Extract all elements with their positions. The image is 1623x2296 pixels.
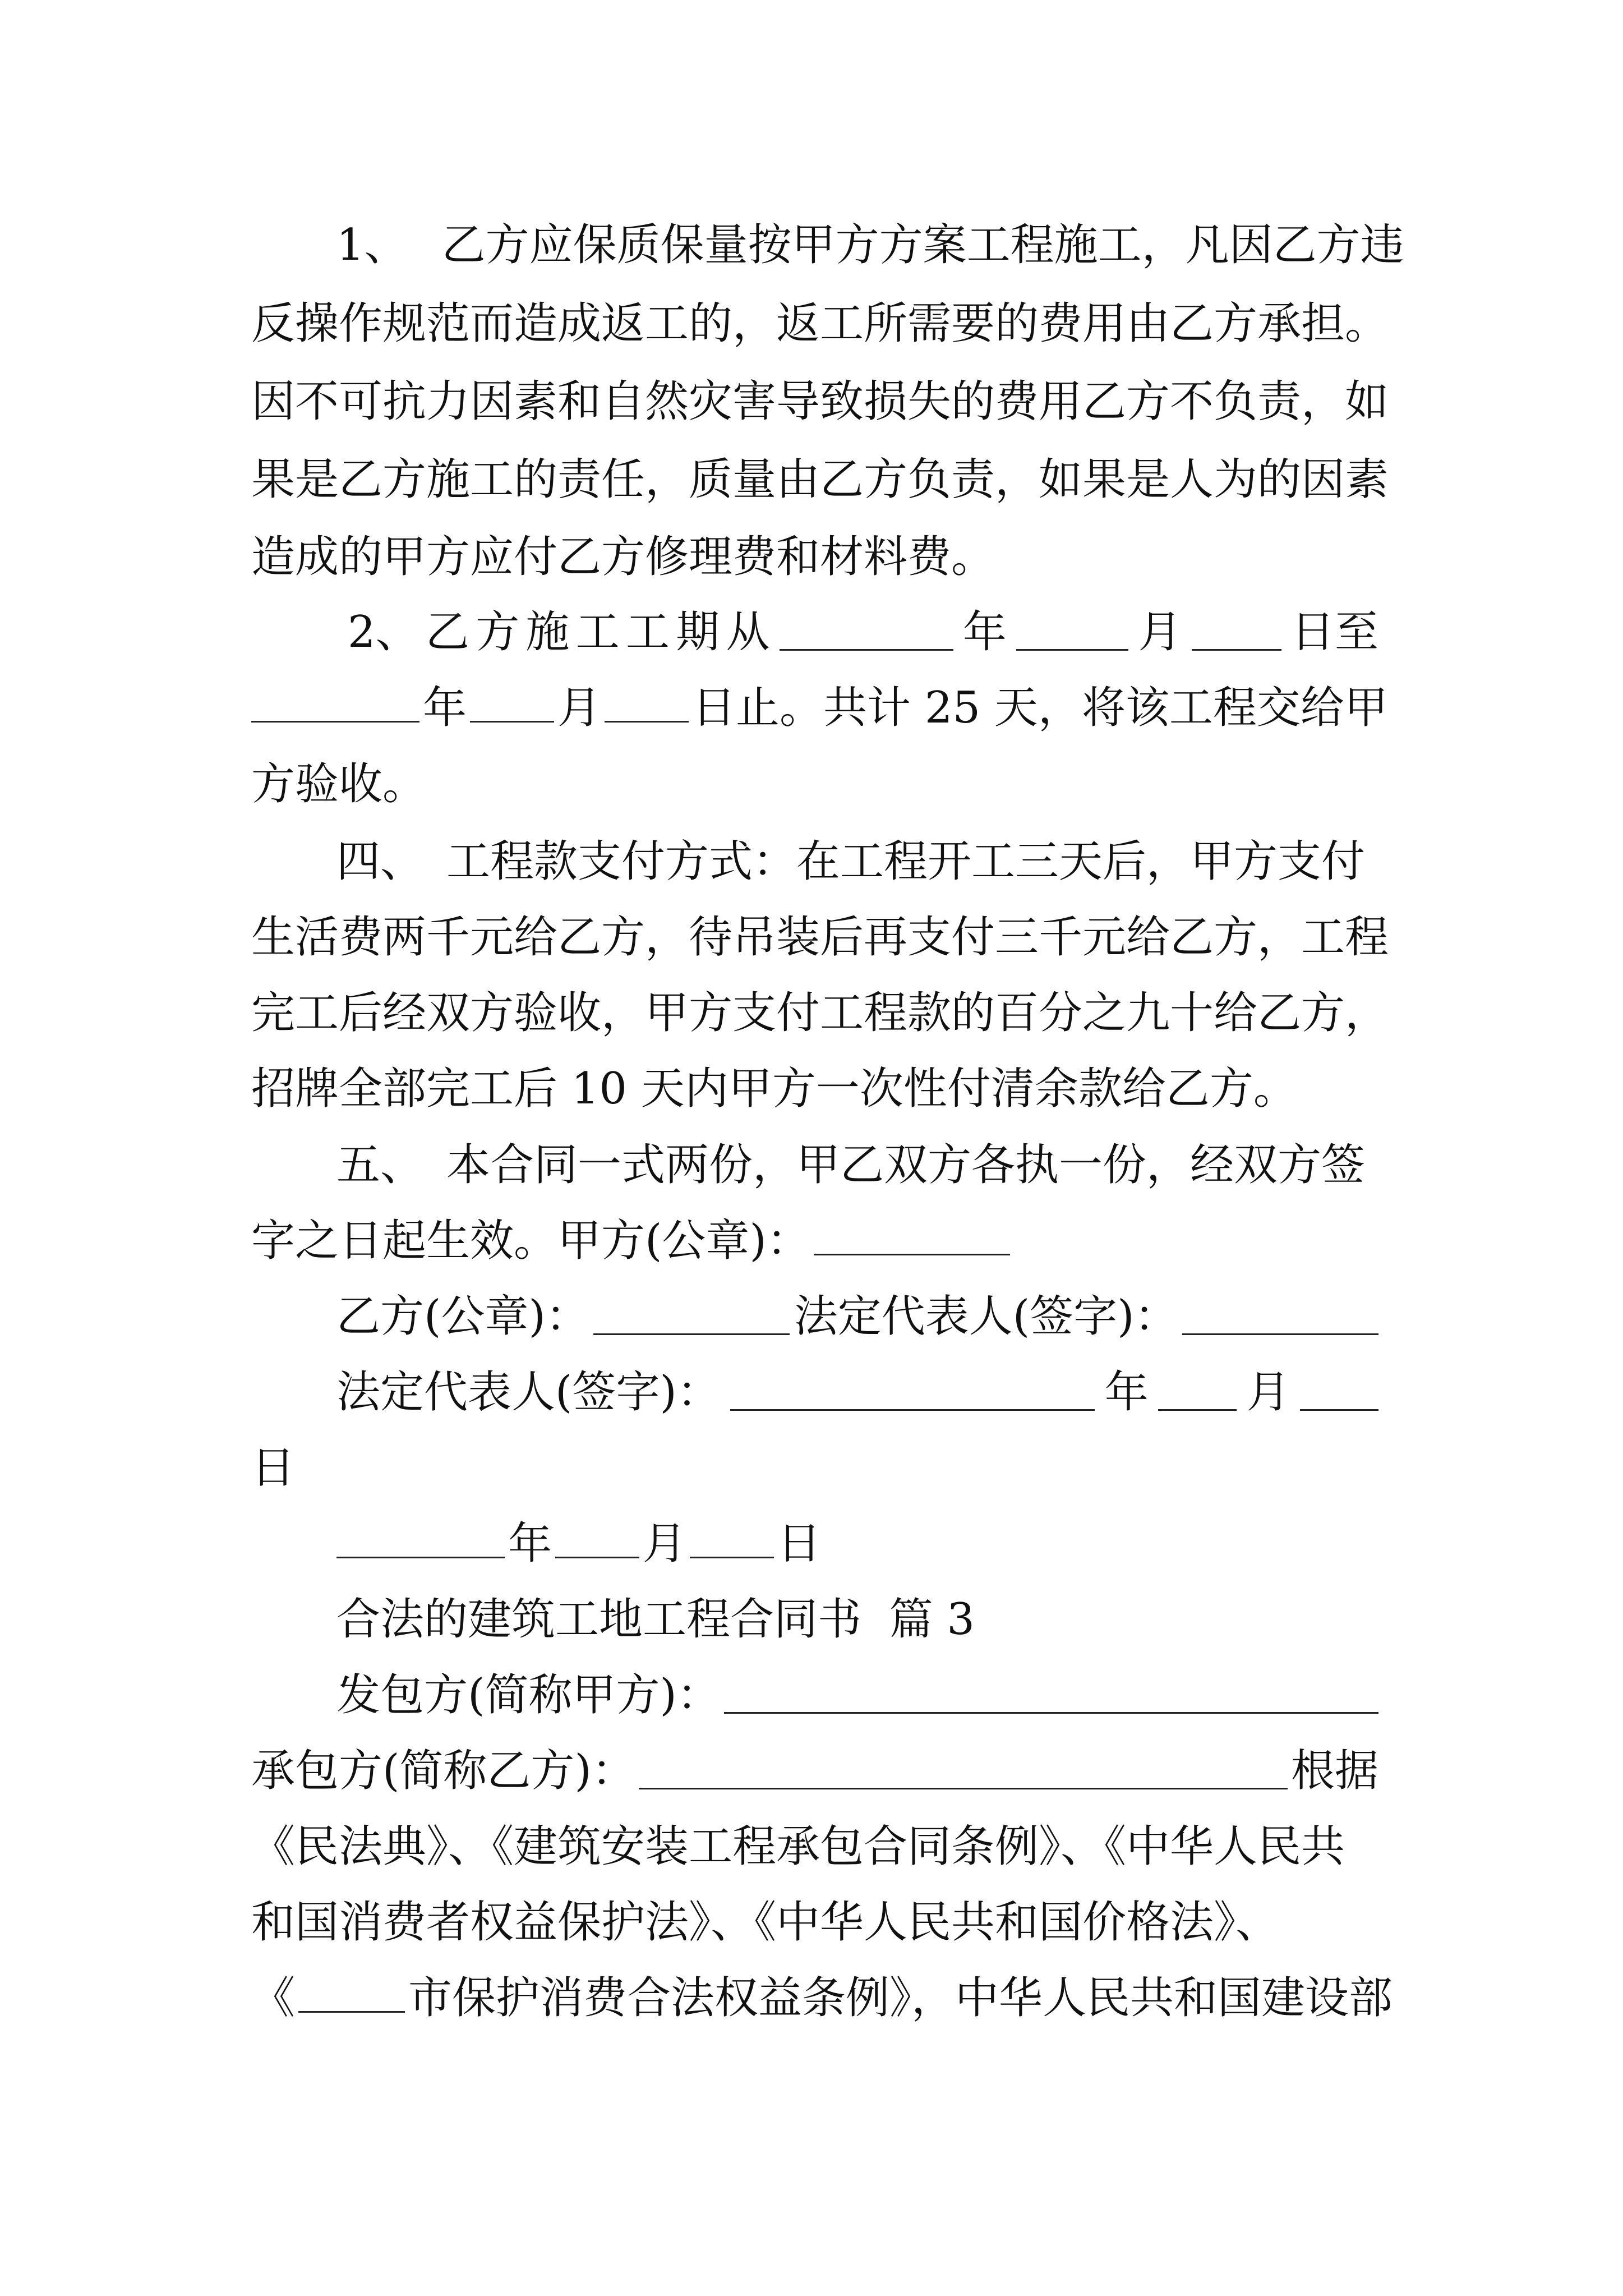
- item2-line-3: 方验收。: [251, 759, 427, 809]
- section4-line-1: [336, 820, 1378, 904]
- item1-line-2: 反操作规范而造成返工的，返工所需要的费用由乙方承担。: [251, 298, 1389, 349]
- end-day-blank[interactable]: [605, 686, 689, 723]
- section5-line-1: [336, 1123, 1378, 1207]
- sign-month-label: 月: [1246, 1367, 1290, 1418]
- law-line-3-open: 《: [251, 1973, 296, 2023]
- item2-end-month-label: 月: [557, 683, 602, 733]
- party-b-seal-blank[interactable]: [593, 1299, 790, 1335]
- start-month-blank[interactable]: [1016, 614, 1128, 651]
- section4-line-3: 完工后经双方验收，甲方支付工程款的百分之九十给乙方，: [251, 988, 1389, 1038]
- legal-rep-signature-blank-2[interactable]: [730, 1374, 1095, 1411]
- law-line-1: 《民法典》、《建筑安装工程承包合同条例》、《中华人民共: [251, 1821, 1345, 1872]
- date-year-label: 年: [508, 1519, 552, 1569]
- party-b-line: [251, 1729, 1378, 1813]
- party-b-name-blank[interactable]: [639, 1753, 1288, 1789]
- end-year-blank[interactable]: [251, 686, 419, 723]
- item2-char-4: 工: [575, 607, 620, 657]
- section5-number: 五、: [336, 1140, 425, 1190]
- date-year-blank[interactable]: [336, 1522, 505, 1558]
- signature-line-3: 日: [251, 1443, 296, 1493]
- item2-char-7: 从: [726, 607, 770, 657]
- date-day-blank[interactable]: [690, 1522, 774, 1558]
- legal-rep-label-1: 法定代表人(签字)：: [794, 1291, 1178, 1342]
- item2-char-5: 工: [625, 607, 670, 657]
- signature-line-2: [336, 1350, 1378, 1434]
- party-a-line: [336, 1653, 1378, 1737]
- item1-text-1: 乙方应保质保量按甲方方案工程施工，凡因乙方违: [441, 220, 1404, 270]
- section4-number: 四、: [336, 836, 425, 887]
- section4-text-1: 工程款支付方式：在工程开工三天后，甲方支付: [446, 836, 1366, 887]
- item1-line-1: [336, 203, 1404, 287]
- item1-number: 1、: [336, 220, 408, 270]
- item1-line-3: 因不可抗力因素和自然灾害导致损失的费用乙方不负责，如: [251, 376, 1389, 427]
- item2-number: 2、: [348, 607, 419, 657]
- law-line-2: 和国消费者权益保护法》、《中华人民共和国价格法》、: [251, 1897, 1280, 1948]
- item2-char-1: 乙: [425, 607, 469, 657]
- item2-day-to-label: 日至: [1290, 607, 1378, 657]
- item2-line-1: [348, 590, 1378, 674]
- party-a-label: 发包方(简称甲方)：: [336, 1670, 721, 1720]
- item2-line-2: [251, 666, 1388, 750]
- section5-text-2: 字之日起生效。甲方(公章)：: [251, 1216, 810, 1266]
- sign-month-blank[interactable]: [1158, 1374, 1237, 1411]
- date-month-label: 月: [643, 1519, 687, 1569]
- item2-month-label: 月: [1138, 607, 1182, 657]
- section4-line-2: 生活费两千元给乙方，待吊装后再支付三千元给乙方，工程: [251, 912, 1389, 963]
- section5-text-1: 本合同一式两份，甲乙双方各执一份，经双方签: [446, 1140, 1366, 1190]
- item2-end-year-label: 年: [423, 683, 467, 733]
- date-day-label: 日: [777, 1519, 822, 1569]
- item1-line-4: 果是乙方施工的责任，质量由乙方负责，如果是人为的因素: [251, 454, 1389, 505]
- law-line-3-text: 市保护消费合法权益条例》，中华人民共和国建设部: [408, 1973, 1393, 2023]
- section4-line-4: 招牌全部完工后 10 天内甲方一次性付清余款给乙方。: [251, 1064, 1297, 1114]
- item2-end-text: 日止。共计 25 天，将该工程交给甲: [692, 683, 1388, 733]
- date-month-blank[interactable]: [555, 1522, 639, 1558]
- section5-line-2: [251, 1199, 1378, 1283]
- sign-day-blank[interactable]: [1300, 1374, 1378, 1411]
- date-line: [336, 1502, 1378, 1586]
- party-b-seal-label: 乙方(公章)：: [336, 1291, 589, 1342]
- party-a-name-blank[interactable]: [724, 1677, 1378, 1714]
- signature-line-1: [336, 1274, 1378, 1359]
- item2-year-label: 年: [962, 607, 1007, 657]
- city-name-blank[interactable]: [298, 1976, 405, 2013]
- basis-label: 根据: [1290, 1746, 1378, 1796]
- sign-year-label: 年: [1104, 1367, 1149, 1418]
- law-line-3: [251, 1956, 1393, 2040]
- item2-char-3: 施: [525, 607, 570, 657]
- party-b-label: 承包方(简称乙方)：: [251, 1746, 635, 1796]
- party-a-seal-blank[interactable]: [814, 1219, 1010, 1255]
- section-heading: 合法的建筑工地工程合同书 篇 3: [336, 1594, 975, 1645]
- legal-rep-signature-blank-1[interactable]: [1182, 1299, 1378, 1335]
- item2-char-6: 期: [676, 607, 720, 657]
- legal-rep-label-2: 法定代表人(签字)：: [336, 1367, 721, 1418]
- start-year-blank[interactable]: [780, 614, 953, 651]
- item2-char-2: 方: [476, 607, 520, 657]
- end-month-blank[interactable]: [470, 686, 554, 723]
- item1-line-5: 造成的甲方应付乙方修理费和材料费。: [251, 532, 995, 582]
- start-day-blank[interactable]: [1192, 614, 1281, 651]
